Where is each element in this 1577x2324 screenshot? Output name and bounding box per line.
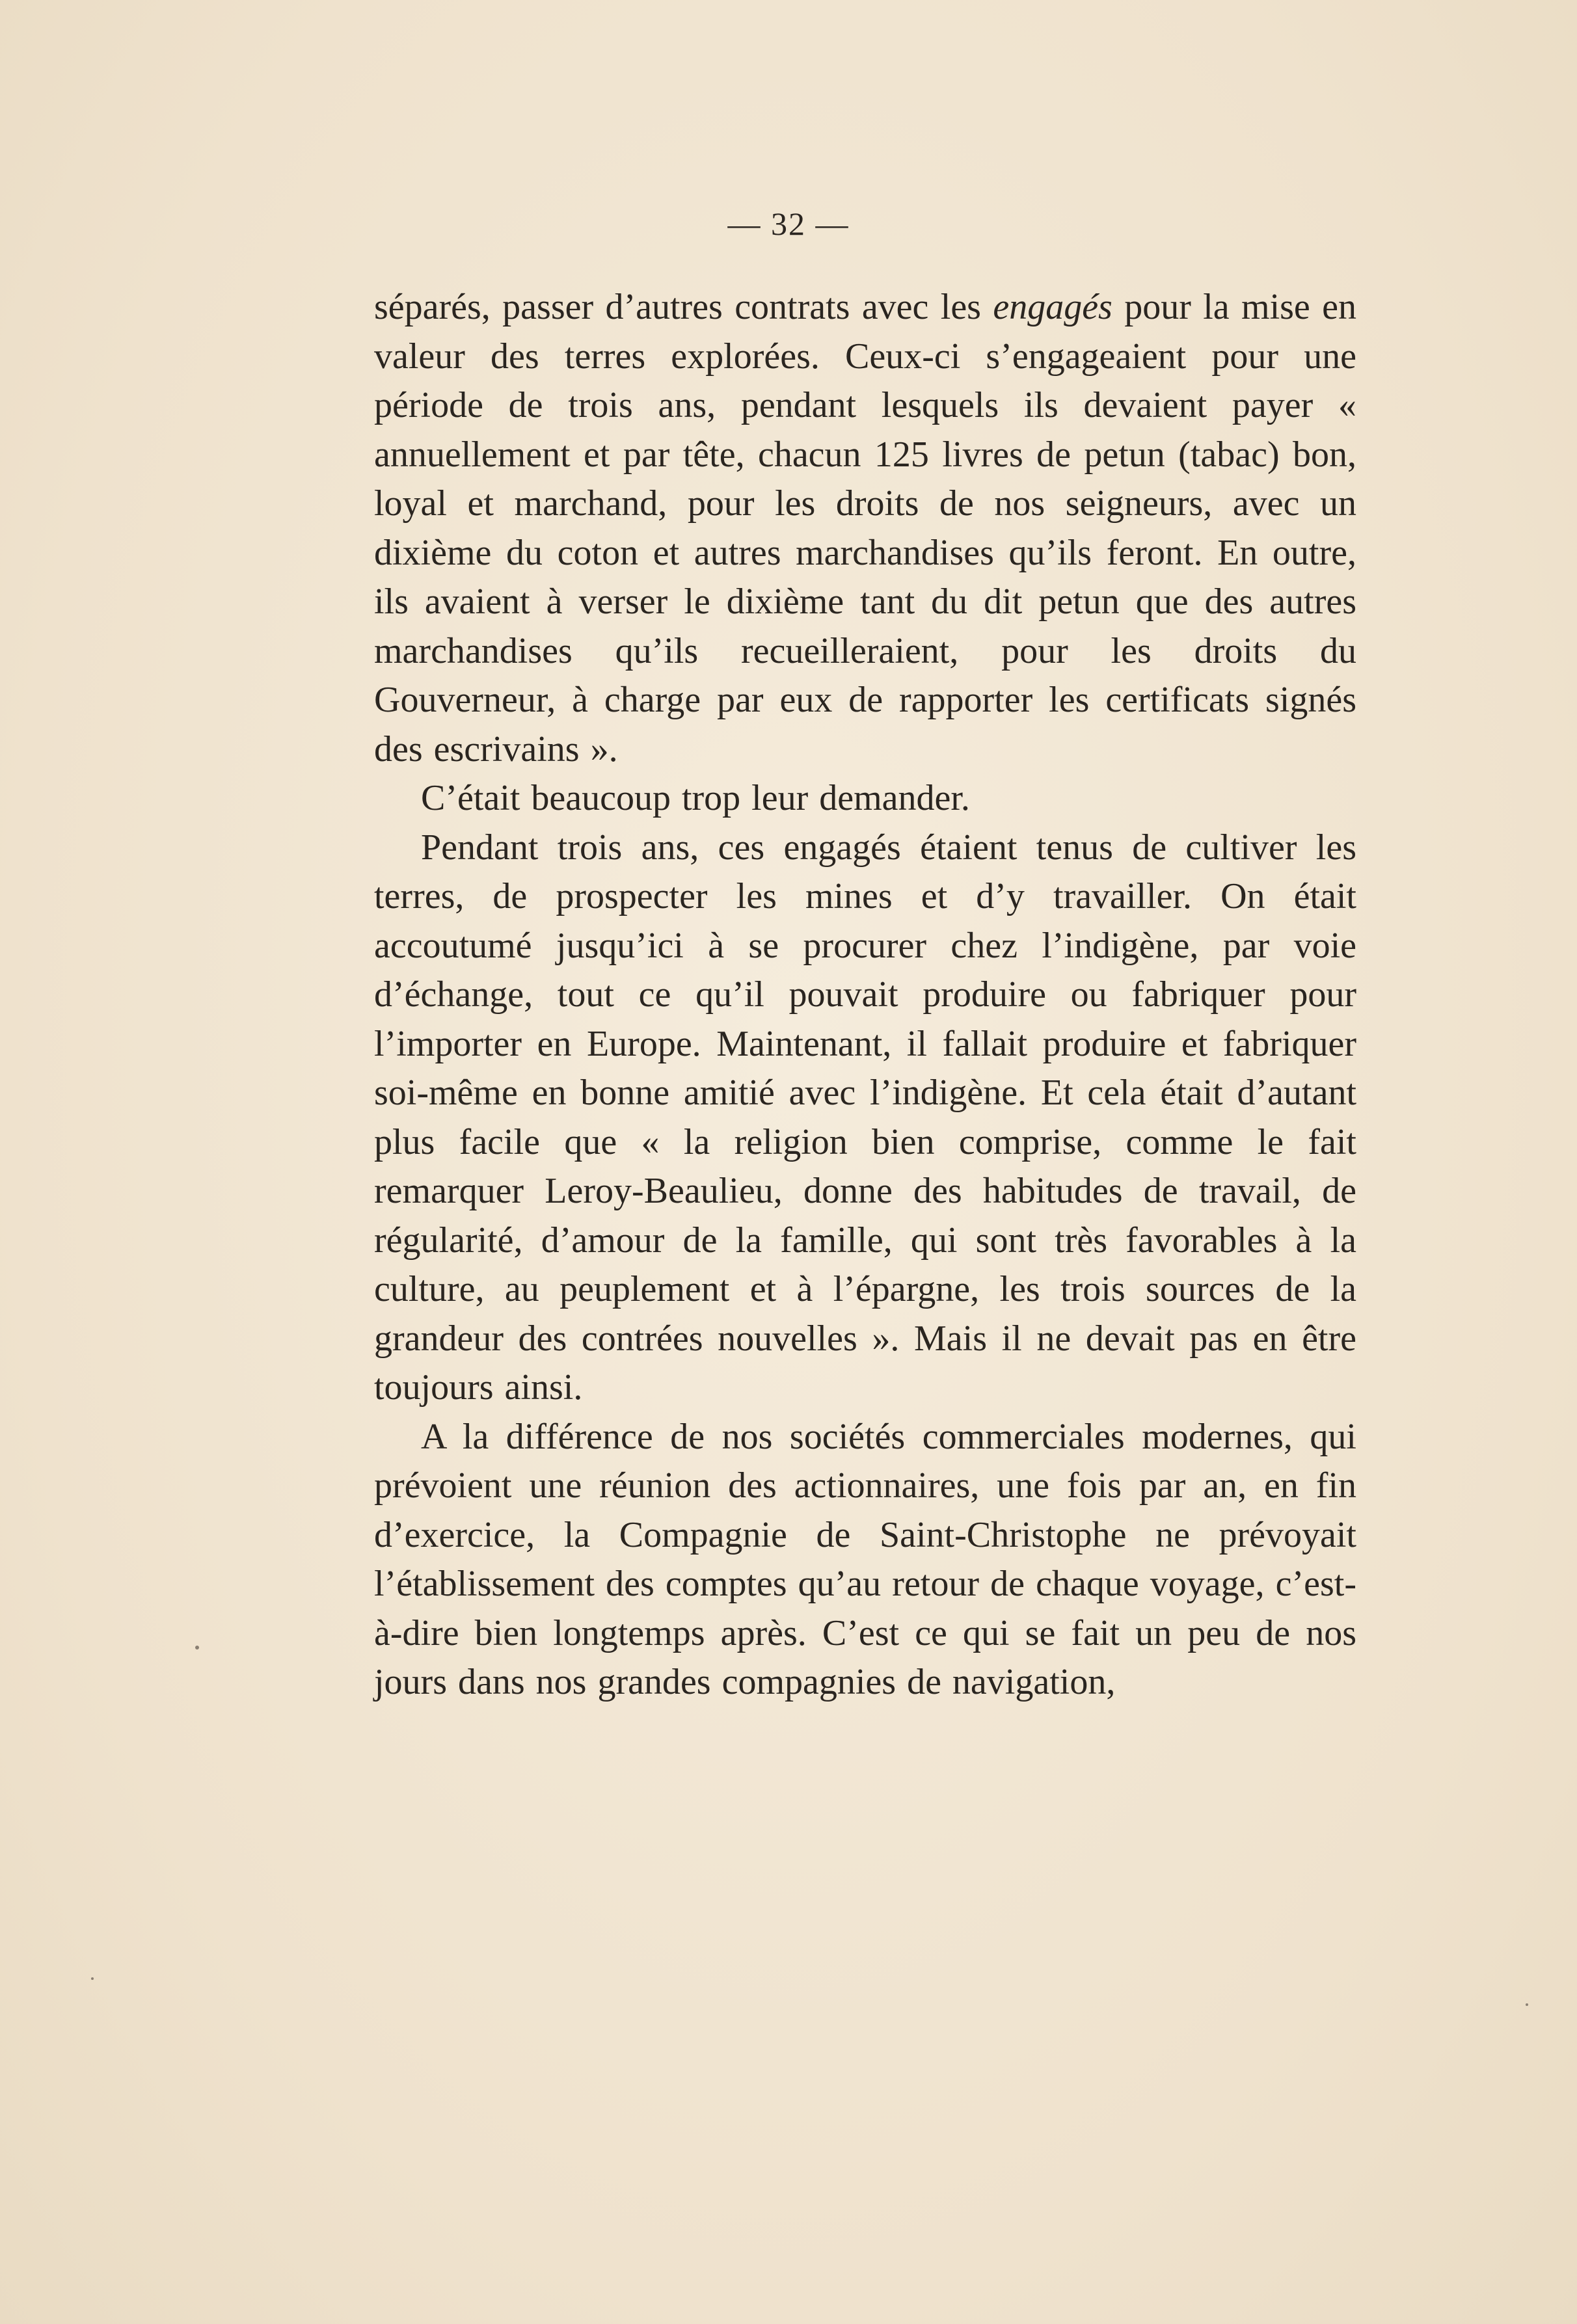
page-number: — 32 — [727,206,850,242]
paragraph-4: A la différence de nos sociétés commerciales modernes, qui prévoient une réunion des actionnaires, une fois par an, en fin d’exercice, la Compagnie de Saint-Christophe ne prévoyait l’établissement des comptes qu’au retour de chaque voyage, c’est-à-dire bien longtemps après. C’est ce qui se fait un peu de nos jours dans nos grandes compagnies de navigation, [374,1416,1356,1702]
paragraph-1-start: séparés, passer d’autres contrats avec les [374,287,993,327]
italic-term-engages: engagés [993,287,1112,327]
paper-speck [1526,2003,1528,2006]
paragraph-3: Pendant trois ans, ces engagés étaient tenus de cultiver les terres, de prospecter les mines et d’y travailler. On était accoutumé jusqu’ici à se procurer chez l’indigène, par voie d’échange, tout ce qu’il pouvait produire ou fabriquer pour l’importer en Europe. Maintenant, il fallait produire et fabriquer soi-même en bonne amitié avec l’indigène. Et cela était d’autant plus facile que « la religion bien comprise, comme le fait remarquer Leroy-Beaulieu, donne des habitudes de travail, de régularité, d’amour de la famille, qui sont très favorables à la culture, au peuplement et à l’épargne, les trois sources de la grandeur des contrées nouvelles ». Mais il ne devait pas en être toujours ainsi. [374,827,1356,1408]
paragraph-1 [374,283,1356,774]
paragraph-1-rest: pour la mise en valeur des terres explorées. Ceux-ci s’engageaient pour une période de trois ans, pendant lesquels ils devaient payer « annuellement et par tête, chacun 125 livres de petun (tabac) bon, loyal et marchand, pour les droits de nos seigneurs, avec un dixième du coton et autres marchandises qu’ils feront. En outre, ils avaient à verser le dixième tant du dit petun que des autres marchandises qu’ils recueilleraient, pour les droits du Gouverneur, à charge par eux de rapporter les certificats signés des escrivains ». [374,287,1356,769]
paper-speck [195,1646,199,1650]
body-text [374,283,1356,1707]
paragraph-2: C’était beaucoup trop leur demander. [421,778,970,818]
paper-speck [91,1977,94,1980]
